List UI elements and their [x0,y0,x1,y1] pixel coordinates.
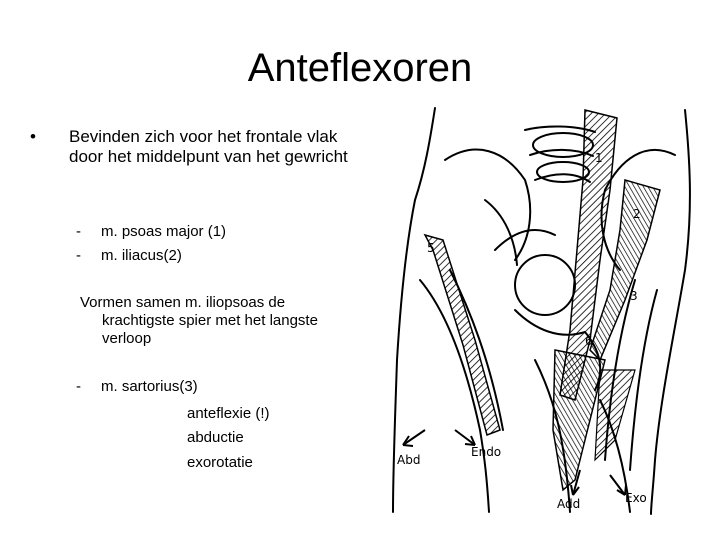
function-exorotatie: exorotatie [187,454,253,471]
dash-marker: - [76,247,81,264]
label-endo: Endo [471,445,502,459]
sartorius-shape [425,235,500,435]
label-add: Add [557,497,581,511]
hip-muscle-illustration [385,100,720,515]
slide-title [0,44,720,92]
bullet-text: Bevinden zich voor het frontale vlak door het middelpunt van het gewricht [69,127,348,166]
label-num-1: 1 [595,151,603,165]
label-abd: Abd [397,453,421,467]
slide-title-text: Anteflexoren [247,46,473,90]
muscle-label: m. iliacus(2) [101,247,182,264]
label-num-3: 3 [630,289,638,303]
motion-arrows [403,430,626,495]
label-exo: Exo [625,491,647,505]
bullet-marker: • [30,127,36,146]
iliac-crest-left [445,150,530,260]
body-outline-right [651,110,690,514]
muscle-label: m. psoas major (1) [101,223,227,240]
dash-marker: - [76,223,81,240]
note-rest: krachtigste spier met het langste verloop [102,312,318,347]
iliopsoas-note [80,294,340,348]
muscle-label: m. sartorius(3) [101,378,198,395]
function-anteflexie: anteflexie (!) [187,405,270,422]
note-first-line: Vormen samen m. iliopsoas de [80,294,286,311]
body-outline-left [393,108,435,512]
pectineus-shape [595,370,635,460]
label-num-6: 6 [585,334,593,348]
function-abductie: abductie [187,429,244,446]
label-num-2: 2 [633,207,641,221]
label-num-5: 5 [427,241,435,255]
dash-marker: - [76,378,81,395]
